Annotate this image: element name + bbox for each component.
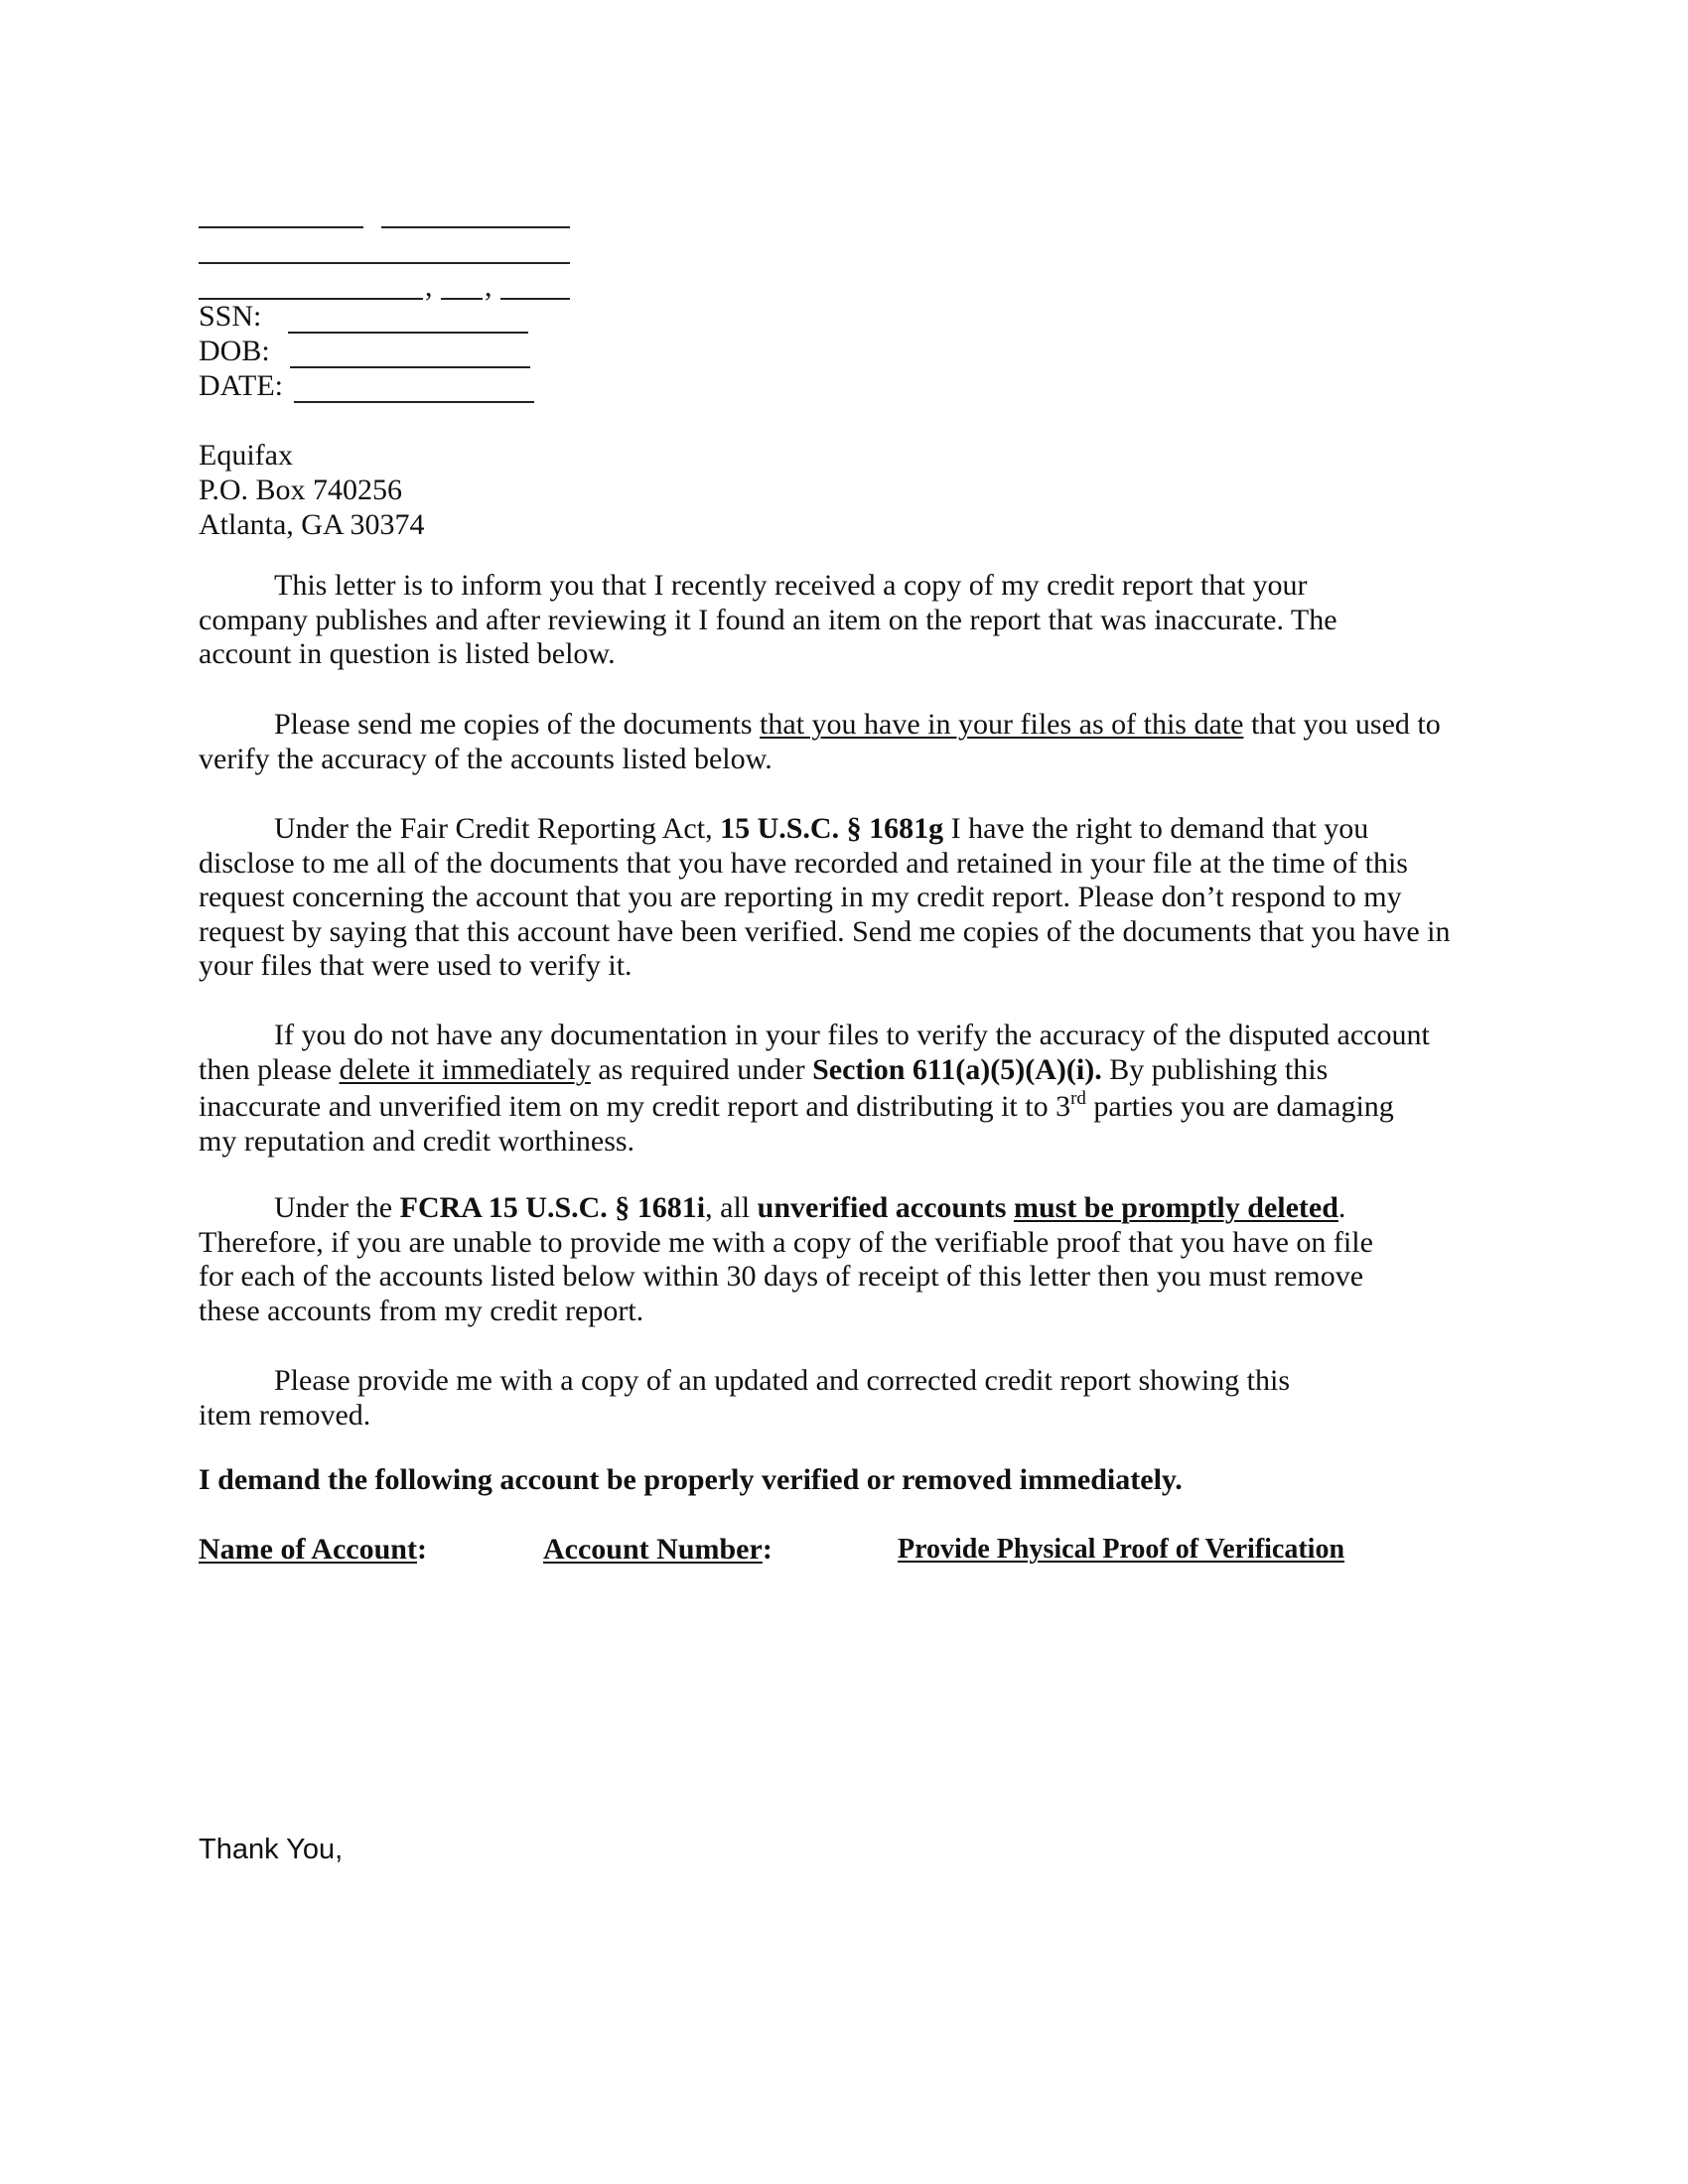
paragraph-4-line-1: If you do not have any documentation in your files to verify the accuracy of the disputed account	[274, 1019, 1430, 1051]
paragraph-fcra-1681g	[199, 812, 1509, 984]
paragraph-4-line-3	[199, 1090, 1509, 1125]
paragraph-delete-unverified	[199, 1019, 1509, 1159]
state-blank-line	[441, 298, 483, 300]
paragraph-2-underlined-phrase: that you have in your files as of this date	[760, 708, 1244, 741]
closing-thank-you: Thank You,	[199, 1834, 344, 1865]
paragraph-4-text-end: By publishing this	[1101, 1052, 1329, 1086]
paragraph-3-line-3: request concerning the account that you are reporting in my credit report. Please don’t respond to my	[199, 881, 1402, 913]
city-state-comma: ,	[425, 270, 433, 303]
section-611-reference: Section 611(a)(5)(A)(i).	[812, 1052, 1102, 1086]
paragraph-5-text-start: Under the	[274, 1191, 400, 1224]
paragraph-5-line-1	[199, 1191, 1509, 1226]
last-name-blank-line	[381, 226, 570, 228]
must-be-deleted-phrase: must be promptly deleted	[1013, 1191, 1338, 1224]
statute-1681g: 15 U.S.C. § 1681g	[720, 812, 944, 845]
paragraph-4-line-3-end: parties you are damaging	[1085, 1090, 1394, 1123]
account-number-label: Account Number	[543, 1533, 763, 1566]
paragraph-6-line-1: Please provide me with a copy of an updated and corrected credit report showing this	[274, 1364, 1291, 1397]
paragraph-request-documents	[199, 708, 1509, 776]
account-number-header	[543, 1533, 773, 1567]
paragraph-credit-report-notice	[199, 569, 1509, 672]
paragraph-4-text-mid: as required under	[590, 1052, 813, 1086]
name-of-account-label: Name of Account	[199, 1533, 417, 1566]
name-of-account-header	[199, 1533, 427, 1567]
zip-blank-line	[500, 298, 570, 300]
paragraph-4-line-4: my reputation and credit worthiness.	[199, 1124, 635, 1158]
paragraph-1-line-2: company publishes and after reviewing it I found an item on the report that was inaccurate. The	[199, 603, 1337, 636]
paragraph-5-text-mid-2	[1006, 1191, 1014, 1224]
recipient-name: Equifax	[199, 439, 293, 472]
delete-immediately-phrase: delete it immediately	[339, 1052, 591, 1086]
name-of-account-colon: :	[416, 1533, 427, 1566]
recipient-po-box: P.O. Box 740256	[199, 474, 403, 506]
paragraph-5-text-end: .	[1337, 1191, 1346, 1224]
statute-1681i: FCRA 15 U.S.C. § 1681i	[399, 1191, 706, 1224]
dob-label: DOB:	[199, 335, 270, 367]
ssn-label: SSN:	[199, 300, 262, 333]
state-zip-comma: ,	[485, 270, 492, 303]
paragraph-2-text-start: Please send me copies of the documents	[274, 708, 761, 741]
recipient-city-state-zip: Atlanta, GA 30374	[199, 508, 425, 541]
ordinal-superscript: rd	[1070, 1088, 1086, 1109]
paragraph-3-line-4: request by saying that this account have been verified. Send me copies of the documents that you have in	[199, 914, 1451, 948]
unverified-accounts-phrase: unverified accounts	[757, 1191, 1007, 1224]
paragraph-5-text-mid-1: , all	[705, 1191, 758, 1224]
date-label: DATE:	[199, 369, 283, 402]
paragraph-fcra-1681i	[199, 1191, 1509, 1328]
paragraph-3-line-1	[199, 812, 1509, 847]
paragraph-1-line-3: account in question is listed below.	[199, 637, 616, 670]
paragraph-6-line-2: item removed.	[199, 1398, 371, 1432]
paragraph-2-text-end: that you used to	[1243, 708, 1441, 741]
demand-statement: I demand the following account be properly verified or removed immediately.	[199, 1463, 1183, 1496]
street-address-blank-line	[199, 262, 570, 264]
paragraph-3-text-start: Under the Fair Credit Reporting Act,	[274, 812, 721, 845]
paragraph-5-line-2: Therefore, if you are unable to provide me with a copy of the verifiable proof that you have on file	[199, 1225, 1373, 1259]
paragraph-updated-report	[199, 1364, 1509, 1433]
paragraph-2-line-1	[199, 708, 1509, 743]
paragraph-3-line-5: your files that were used to verify it.	[199, 949, 633, 982]
paragraph-3-text-end: I have the right to demand that you	[943, 812, 1369, 845]
paragraph-4-text-start: then please	[199, 1052, 340, 1086]
paragraph-4-line-2	[199, 1053, 1509, 1088]
dob-blank-line	[290, 366, 530, 368]
paragraph-5-line-4: these accounts from my credit report.	[199, 1294, 644, 1327]
date-blank-line	[294, 401, 534, 403]
paragraph-1-line-1: This letter is to inform you that I recently received a copy of my credit report that your	[274, 569, 1308, 602]
account-number-colon: :	[762, 1533, 773, 1566]
paragraph-3-line-2: disclose to me all of the documents that you have recorded and retained in your file at the time of this	[199, 846, 1408, 880]
first-name-blank-line	[199, 226, 363, 228]
ssn-blank-line	[288, 332, 528, 334]
paragraph-2-line-2: verify the accuracy of the accounts listed below.	[199, 742, 773, 775]
paragraph-4-line-3-start: inaccurate and unverified item on my credit report and distributing it to 3	[199, 1090, 1071, 1123]
paragraph-5-line-3: for each of the accounts listed below within 30 days of receipt of this letter then you must remove	[199, 1260, 1364, 1293]
physical-proof-header: Provide Physical Proof of Verification	[898, 1534, 1345, 1565]
